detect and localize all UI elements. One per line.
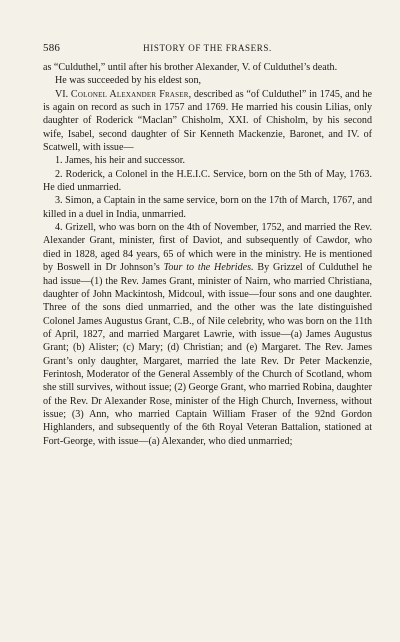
paragraph-text: as “Culduthel,” until after his brother Alexander, V. of Culduthel’s death. [43, 62, 338, 73]
paragraph-text: 2. Roderick, a Colonel in the H.E.I.C. Service, born on the 5th of May, 1763. He died unmarried. [43, 168, 372, 194]
issue-item-simon [43, 194, 372, 221]
page-number: 586 [43, 42, 61, 54]
issue-item-roderick [43, 168, 372, 195]
page-header [43, 42, 372, 57]
paragraph-text: 3. Simon, a Captain in the same service, born on the 17th of March, 1767, and killed in a duel in India, unmarried. [43, 195, 372, 220]
person-name-small-caps: Colonel Alexander Fraser [70, 88, 189, 100]
running-title: HISTORY OF THE FRASERS. [143, 43, 272, 53]
book-title-italic: Tour to the Hebrides. [163, 262, 254, 274]
generation-numeral: VI. [55, 88, 71, 100]
paragraph-continuation [43, 61, 372, 74]
paragraph [43, 74, 372, 87]
page-body [43, 61, 372, 448]
book-page [43, 42, 372, 448]
paragraph-text-continued: By Grizzel of Culduthel he had issue—(1) the Rev. James Grant, minister of Nairn, who married Christiana, daughter of John Mackintosh, Midcoul, with issue—four sons and one daughter. Three of the sons died unmarried, and the other was the late distinguished Colonel James Augustus Grant, C.B., of Nile celebrity, who was born on the 11th of April, 1827, and married Margaret Lawrie, with issue—(a) James Augustus Grant; (b) Alister; (c) Mary; (d) Christian; and (e) Margaret. The Rev. James Grant’s only daughter, Margaret, married the late Rev. Dr Peter Mackenzie, Ferintosh, Moderator of the General Assembly of the Church of Scotland, whom she still survives, without issue; (2) George Grant, who married Robina, daughter of the Rev. Dr Alexander Rose, minister of the High Church, Inverness, without issue; (3) Ann, who married Captain William Fraser of the 92nd Gordon Highlanders, and subsequently of the 6th Royal Veteran Battalion, stationed at Fort-George, with issue—(a) Alexander, who died unmarried; [43, 262, 372, 447]
issue-item-grizell [43, 221, 372, 448]
paragraph-text: 4. Grizell, who was born on the 4th of November, 1752, and married the Rev. Alexander Grant, minister, first of Daviot, and subsequently of Cawdor, who died in 1828, aged 84 years, 65 of which were in the ministry. He is mentioned by Boswell in Dr Johnson’s [43, 222, 372, 274]
paragraph-text: He was succeeded by his eldest son, [55, 75, 202, 87]
paragraph-text: 1. James, his heir and successor. [55, 155, 186, 167]
issue-item-james [43, 154, 372, 167]
paragraph-colonel-alexander [43, 88, 372, 155]
paragraph-text: , described as “of Culduthel” in 1745, and he is again on record as such in 1757 and 1769. He married his cousin Lilias, only daughter of Roderick “Maclan” Chisholm, XXI. of Chisholm, by his second wife, Isabel, second daughter of Sir Kenneth Mackenzie, Baronet, and IV. of Scatwell, with issue— [43, 88, 373, 154]
